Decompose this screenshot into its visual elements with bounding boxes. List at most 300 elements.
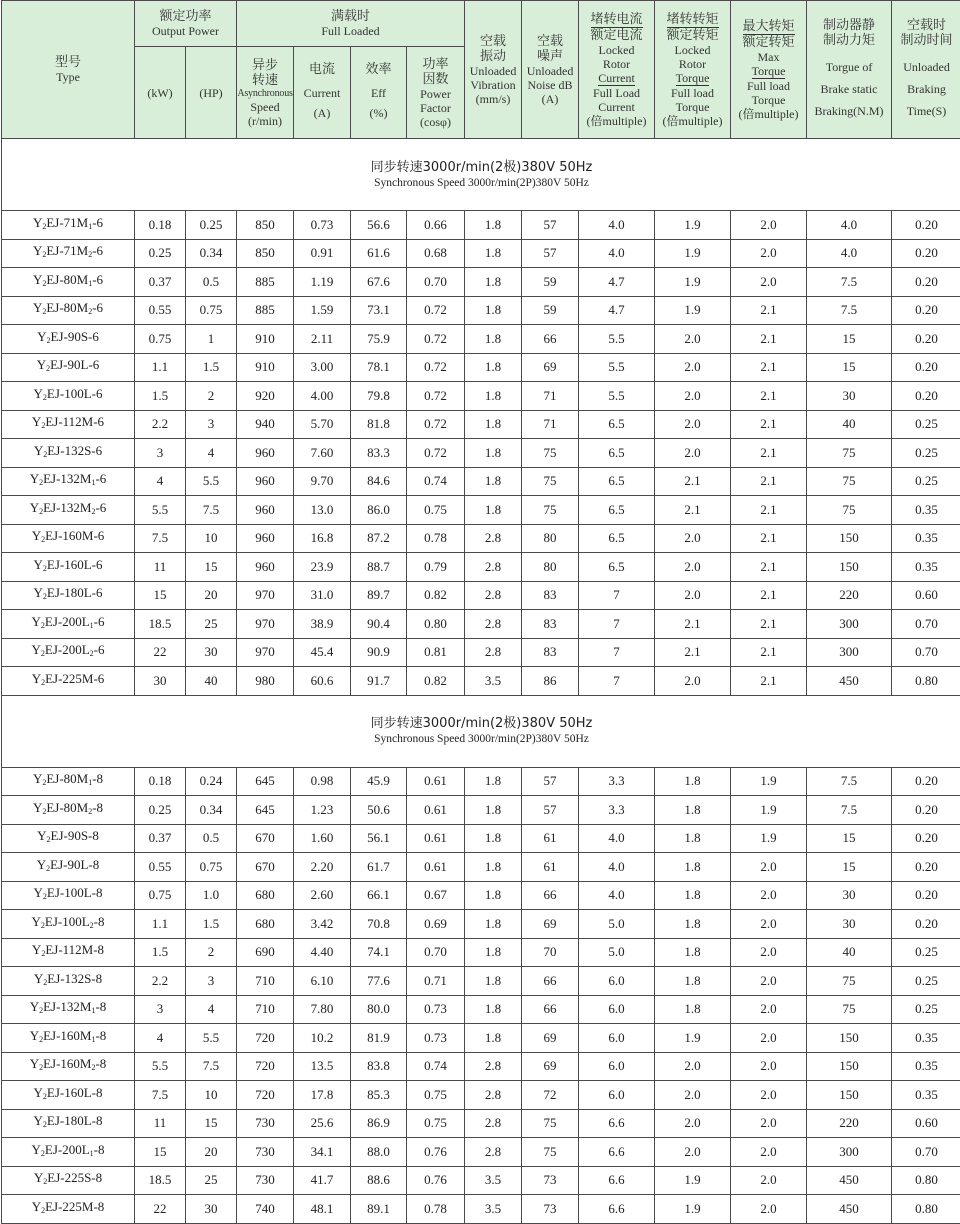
- value-cell: 1.60: [294, 824, 351, 853]
- value-cell: 4: [135, 467, 186, 496]
- value-cell: 4: [135, 1024, 186, 1053]
- value-cell: 2.0: [655, 410, 731, 439]
- value-cell: 1.8: [655, 938, 731, 967]
- value-cell: 300: [807, 638, 892, 667]
- value-cell: 0.25: [186, 211, 237, 240]
- value-cell: 86: [522, 667, 579, 696]
- value-cell: 970: [237, 581, 294, 610]
- table-row: [2, 239, 960, 268]
- value-cell: 2.8: [465, 1081, 522, 1110]
- col-max-torque-header: 最大转矩 额定转矩 Max Torque Full load Torque (倍multiple): [731, 1, 807, 139]
- value-cell: 645: [237, 796, 294, 825]
- value-cell: 0.76: [407, 1166, 465, 1195]
- value-cell: 59: [522, 268, 579, 297]
- value-cell: 15: [807, 853, 892, 882]
- type-cell: $Y_2EJ-80M_2-8$: [2, 796, 135, 825]
- type-cell: $Y_2EJ-200L_2-6$: [2, 638, 135, 667]
- value-cell: 1.8: [465, 496, 522, 525]
- value-cell: 5.5: [579, 325, 655, 354]
- value-cell: 1.8: [465, 995, 522, 1024]
- table-row: [2, 325, 960, 354]
- value-cell: 7.60: [294, 439, 351, 468]
- value-cell: 150: [807, 1081, 892, 1110]
- value-cell: 2.8: [465, 1109, 522, 1138]
- value-cell: 2.1: [731, 467, 807, 496]
- value-cell: 5.5: [579, 353, 655, 382]
- table-row: [2, 553, 960, 582]
- value-cell: 1.5: [135, 938, 186, 967]
- value-cell: 4: [186, 995, 237, 1024]
- value-cell: 7: [579, 667, 655, 696]
- value-cell: 15: [186, 1109, 237, 1138]
- type-cell: $Y_2EJ-160M-6$: [2, 524, 135, 553]
- value-cell: 0.18: [135, 767, 186, 796]
- value-cell: 2.0: [655, 667, 731, 696]
- value-cell: 5.5: [186, 467, 237, 496]
- table-row: [2, 211, 960, 240]
- value-cell: 5.0: [579, 938, 655, 967]
- value-cell: 45.4: [294, 638, 351, 667]
- value-cell: 13.5: [294, 1052, 351, 1081]
- value-cell: 73: [522, 1195, 579, 1224]
- value-cell: 73: [522, 1166, 579, 1195]
- value-cell: 740: [237, 1195, 294, 1224]
- value-cell: 0.5: [186, 824, 237, 853]
- value-cell: 69: [522, 1052, 579, 1081]
- value-cell: 1.8: [465, 239, 522, 268]
- value-cell: 1.19: [294, 268, 351, 297]
- value-cell: 7.5: [807, 296, 892, 325]
- value-cell: 81.9: [351, 1024, 407, 1053]
- table-row: [2, 353, 960, 382]
- value-cell: 2.11: [294, 325, 351, 354]
- value-cell: 2.0: [655, 524, 731, 553]
- value-cell: 6.0: [579, 1081, 655, 1110]
- value-cell: 1.9: [731, 767, 807, 796]
- value-cell: 2.0: [655, 325, 731, 354]
- type-cell: $Y_2EJ-71M_1-6$: [2, 211, 135, 240]
- type-cell: $Y_2EJ-160L-8$: [2, 1081, 135, 1110]
- value-cell: 61.7: [351, 853, 407, 882]
- value-cell: 2.60: [294, 881, 351, 910]
- value-cell: 2.0: [655, 1138, 731, 1167]
- value-cell: 83.8: [351, 1052, 407, 1081]
- value-cell: 69: [522, 353, 579, 382]
- value-cell: 45.9: [351, 767, 407, 796]
- value-cell: 710: [237, 995, 294, 1024]
- value-cell: 2.0: [655, 439, 731, 468]
- value-cell: 66: [522, 995, 579, 1024]
- type-cell: $Y_2EJ-200L_1-8$: [2, 1138, 135, 1167]
- value-cell: 1.8: [655, 995, 731, 1024]
- value-cell: 22: [135, 638, 186, 667]
- value-cell: 1.8: [465, 881, 522, 910]
- value-cell: 0.25: [892, 938, 960, 967]
- value-cell: 75: [522, 1109, 579, 1138]
- value-cell: 22: [135, 1195, 186, 1224]
- value-cell: 2.0: [731, 995, 807, 1024]
- value-cell: 0.75: [186, 853, 237, 882]
- value-cell: 3.42: [294, 910, 351, 939]
- type-cell: $Y_2EJ-225M-6$: [2, 667, 135, 696]
- value-cell: 81.8: [351, 410, 407, 439]
- value-cell: 1.8: [465, 967, 522, 996]
- value-cell: 0.25: [135, 796, 186, 825]
- value-cell: 2.0: [655, 1081, 731, 1110]
- value-cell: 1.8: [655, 910, 731, 939]
- value-cell: 0.37: [135, 824, 186, 853]
- value-cell: 6.0: [579, 1052, 655, 1081]
- value-cell: 4.40: [294, 938, 351, 967]
- value-cell: 7: [579, 610, 655, 639]
- table-row: [2, 967, 960, 996]
- value-cell: 3.5: [465, 1166, 522, 1195]
- type-cell: $Y_2EJ-132S-6$: [2, 439, 135, 468]
- table-row: [2, 268, 960, 297]
- value-cell: 910: [237, 353, 294, 382]
- value-cell: 2.0: [731, 881, 807, 910]
- value-cell: 0.82: [407, 667, 465, 696]
- table-row: [2, 853, 960, 882]
- value-cell: 6.6: [579, 1109, 655, 1138]
- value-cell: 2.1: [655, 467, 731, 496]
- value-cell: 0.20: [892, 824, 960, 853]
- value-cell: 16.8: [294, 524, 351, 553]
- value-cell: 1.8: [465, 410, 522, 439]
- value-cell: 1.8: [465, 767, 522, 796]
- value-cell: 10: [186, 1081, 237, 1110]
- table-row: [2, 439, 960, 468]
- type-cell: $Y_2EJ-180L-8$: [2, 1109, 135, 1138]
- value-cell: 2.0: [731, 1024, 807, 1053]
- value-cell: 5.5: [186, 1024, 237, 1053]
- value-cell: 920: [237, 382, 294, 411]
- value-cell: 1.9: [655, 211, 731, 240]
- value-cell: 0.20: [892, 881, 960, 910]
- value-cell: 3.3: [579, 796, 655, 825]
- value-cell: 2.8: [465, 1052, 522, 1081]
- value-cell: 75: [522, 439, 579, 468]
- value-cell: 23.9: [294, 553, 351, 582]
- type-cell: $Y_2EJ-100L-6$: [2, 382, 135, 411]
- type-cell: $Y_2EJ-200L_1-6$: [2, 610, 135, 639]
- value-cell: 0.5: [186, 268, 237, 297]
- type-cell: $Y_2EJ-90S-6$: [2, 325, 135, 354]
- value-cell: 20: [186, 1138, 237, 1167]
- type-cell: $Y_2EJ-112M-6$: [2, 410, 135, 439]
- value-cell: 720: [237, 1024, 294, 1053]
- value-cell: 7.5: [135, 1081, 186, 1110]
- value-cell: 31.0: [294, 581, 351, 610]
- value-cell: 69: [522, 1024, 579, 1053]
- value-cell: 730: [237, 1109, 294, 1138]
- value-cell: 69: [522, 910, 579, 939]
- value-cell: 7.80: [294, 995, 351, 1024]
- col-type-header: 型号 Type: [2, 1, 135, 139]
- value-cell: 0.25: [135, 239, 186, 268]
- value-cell: 61: [522, 824, 579, 853]
- value-cell: 7.5: [807, 767, 892, 796]
- value-cell: 1.8: [655, 853, 731, 882]
- value-cell: 5.5: [135, 496, 186, 525]
- value-cell: 88.0: [351, 1138, 407, 1167]
- value-cell: 0.80: [892, 667, 960, 696]
- value-cell: 2.2: [135, 967, 186, 996]
- value-cell: 7.5: [186, 496, 237, 525]
- value-cell: 30: [807, 382, 892, 411]
- value-cell: 2.8: [465, 1138, 522, 1167]
- value-cell: 0.24: [186, 767, 237, 796]
- value-cell: 0.82: [407, 581, 465, 610]
- value-cell: 2.0: [655, 581, 731, 610]
- table-row: [2, 382, 960, 411]
- value-cell: 0.81: [407, 638, 465, 667]
- value-cell: 0.80: [407, 610, 465, 639]
- value-cell: 300: [807, 1138, 892, 1167]
- value-cell: 4.0: [579, 239, 655, 268]
- value-cell: 1.8: [465, 824, 522, 853]
- value-cell: 0.68: [407, 239, 465, 268]
- section-title: [2, 695, 960, 767]
- value-cell: 18.5: [135, 610, 186, 639]
- table-row: [2, 467, 960, 496]
- value-cell: 59: [522, 296, 579, 325]
- value-cell: 1.5: [135, 382, 186, 411]
- value-cell: 0.78: [407, 524, 465, 553]
- type-cell: $Y_2EJ-90L-8$: [2, 853, 135, 882]
- col-speed-header: 异步 转速 Asynchronous Speed (r/min): [237, 47, 294, 139]
- value-cell: 6.0: [579, 1024, 655, 1053]
- value-cell: 0.20: [892, 268, 960, 297]
- value-cell: 0.70: [407, 268, 465, 297]
- value-cell: 670: [237, 824, 294, 853]
- value-cell: 6.6: [579, 1138, 655, 1167]
- value-cell: 1.8: [465, 938, 522, 967]
- value-cell: 30: [186, 1195, 237, 1224]
- value-cell: 0.72: [407, 410, 465, 439]
- table-row: [2, 824, 960, 853]
- type-cell: $Y_2EJ-160M_1-8$: [2, 1024, 135, 1053]
- value-cell: 1.1: [135, 910, 186, 939]
- value-cell: 1.8: [465, 910, 522, 939]
- value-cell: 75: [807, 967, 892, 996]
- value-cell: 940: [237, 410, 294, 439]
- value-cell: 1.8: [465, 853, 522, 882]
- value-cell: 970: [237, 610, 294, 639]
- value-cell: 88.6: [351, 1166, 407, 1195]
- table-row: [2, 496, 960, 525]
- value-cell: 4.0: [579, 853, 655, 882]
- value-cell: 0.20: [892, 767, 960, 796]
- value-cell: 2.1: [731, 296, 807, 325]
- value-cell: 1.8: [465, 796, 522, 825]
- value-cell: 720: [237, 1052, 294, 1081]
- value-cell: 2.1: [731, 439, 807, 468]
- value-cell: 40: [807, 938, 892, 967]
- value-cell: 2.1: [731, 667, 807, 696]
- value-cell: 0.20: [892, 211, 960, 240]
- value-cell: 0.75: [407, 496, 465, 525]
- value-cell: 70: [522, 938, 579, 967]
- value-cell: 680: [237, 910, 294, 939]
- table-row: [2, 1052, 960, 1081]
- value-cell: 1.8: [465, 439, 522, 468]
- value-cell: 1.8: [465, 211, 522, 240]
- type-cell: $Y_2EJ-90L-6$: [2, 353, 135, 382]
- value-cell: 1.9: [655, 296, 731, 325]
- value-cell: 83: [522, 581, 579, 610]
- value-cell: 2.0: [731, 938, 807, 967]
- value-cell: 0.20: [892, 325, 960, 354]
- value-cell: 960: [237, 496, 294, 525]
- value-cell: 4.0: [579, 211, 655, 240]
- value-cell: 1.8: [465, 382, 522, 411]
- value-cell: 34.1: [294, 1138, 351, 1167]
- type-cell: $Y_2EJ-100L_2-8$: [2, 910, 135, 939]
- value-cell: 7: [579, 638, 655, 667]
- value-cell: 450: [807, 1166, 892, 1195]
- value-cell: 0.70: [892, 1138, 960, 1167]
- value-cell: 0.55: [135, 296, 186, 325]
- value-cell: 0.20: [892, 239, 960, 268]
- value-cell: 0.72: [407, 353, 465, 382]
- value-cell: 15: [807, 824, 892, 853]
- value-cell: 150: [807, 524, 892, 553]
- value-cell: 1.8: [465, 325, 522, 354]
- value-cell: 80: [522, 524, 579, 553]
- table-header: [2, 1, 960, 139]
- value-cell: 83.3: [351, 439, 407, 468]
- value-cell: 2.1: [655, 638, 731, 667]
- table-row: [2, 910, 960, 939]
- value-cell: 38.9: [294, 610, 351, 639]
- value-cell: 0.20: [892, 796, 960, 825]
- value-cell: 30: [186, 638, 237, 667]
- table-row: [2, 581, 960, 610]
- value-cell: 960: [237, 439, 294, 468]
- value-cell: 2.0: [731, 967, 807, 996]
- value-cell: 720: [237, 1081, 294, 1110]
- col-braking-time-header: 空载时 制动时间 Unloaded Braking Time(S): [892, 1, 960, 139]
- value-cell: 1.9: [655, 239, 731, 268]
- value-cell: 56.1: [351, 824, 407, 853]
- value-cell: 0.80: [892, 1166, 960, 1195]
- value-cell: 2.1: [655, 496, 731, 525]
- value-cell: 2: [186, 382, 237, 411]
- value-cell: 4.7: [579, 268, 655, 297]
- value-cell: 78.1: [351, 353, 407, 382]
- value-cell: 4.00: [294, 382, 351, 411]
- value-cell: 220: [807, 581, 892, 610]
- value-cell: 1.9: [655, 268, 731, 297]
- value-cell: 77.6: [351, 967, 407, 996]
- value-cell: 66: [522, 881, 579, 910]
- value-cell: 220: [807, 1109, 892, 1138]
- col-current-header: 电流 Current (A): [294, 47, 351, 139]
- value-cell: 2.0: [731, 853, 807, 882]
- table-row: [2, 881, 960, 910]
- value-cell: 79.8: [351, 382, 407, 411]
- value-cell: 0.69: [407, 910, 465, 939]
- col-locked-rotor-torque-header: 堵转转矩 额定转矩 Locked Rotor Torque Full load Torque (倍multiple): [655, 1, 731, 139]
- value-cell: 5.70: [294, 410, 351, 439]
- value-cell: 83: [522, 638, 579, 667]
- section-header: [2, 139, 960, 211]
- value-cell: 0.35: [892, 1081, 960, 1110]
- value-cell: 0.35: [892, 1052, 960, 1081]
- value-cell: 0.72: [407, 382, 465, 411]
- value-cell: 1.8: [465, 296, 522, 325]
- value-cell: 0.20: [892, 296, 960, 325]
- value-cell: 25.6: [294, 1109, 351, 1138]
- value-cell: 6.10: [294, 967, 351, 996]
- value-cell: 0.35: [892, 496, 960, 525]
- value-cell: 2: [186, 938, 237, 967]
- value-cell: 0.98: [294, 767, 351, 796]
- value-cell: 0.74: [407, 1052, 465, 1081]
- value-cell: 6.5: [579, 439, 655, 468]
- table-row: [2, 1166, 960, 1195]
- value-cell: 6.5: [579, 410, 655, 439]
- value-cell: 0.60: [892, 1109, 960, 1138]
- type-cell: $Y_2EJ-71M_2-6$: [2, 239, 135, 268]
- table-row: [2, 410, 960, 439]
- value-cell: 1: [186, 325, 237, 354]
- value-cell: 1.9: [655, 1024, 731, 1053]
- value-cell: 0.25: [892, 410, 960, 439]
- value-cell: 86.9: [351, 1109, 407, 1138]
- value-cell: 2.1: [731, 553, 807, 582]
- value-cell: 7.5: [186, 1052, 237, 1081]
- value-cell: 61.6: [351, 239, 407, 268]
- value-cell: 6.5: [579, 553, 655, 582]
- value-cell: 0.35: [892, 524, 960, 553]
- value-cell: 6.5: [579, 496, 655, 525]
- value-cell: 2.0: [731, 239, 807, 268]
- value-cell: 1.0: [186, 881, 237, 910]
- value-cell: 88.7: [351, 553, 407, 582]
- col-eff-header: 效率 Eff (%): [351, 47, 407, 139]
- value-cell: 0.20: [892, 853, 960, 882]
- type-cell: $Y_2EJ-160L-6$: [2, 553, 135, 582]
- value-cell: 2.8: [465, 524, 522, 553]
- value-cell: 67.6: [351, 268, 407, 297]
- value-cell: 0.73: [294, 211, 351, 240]
- value-cell: 25: [186, 1166, 237, 1195]
- value-cell: 850: [237, 211, 294, 240]
- value-cell: 57: [522, 796, 579, 825]
- type-cell: $Y_2EJ-160M_2-8$: [2, 1052, 135, 1081]
- value-cell: 1.8: [655, 796, 731, 825]
- value-cell: 5.5: [579, 382, 655, 411]
- value-cell: 10.2: [294, 1024, 351, 1053]
- value-cell: 5.0: [579, 910, 655, 939]
- value-cell: 2.1: [731, 581, 807, 610]
- value-cell: 1.23: [294, 796, 351, 825]
- value-cell: 15: [807, 325, 892, 354]
- section-title-cn: 同步转速3000r/min(2极)380V 50Hz: [2, 715, 960, 732]
- value-cell: 0.79: [407, 553, 465, 582]
- value-cell: 75: [807, 439, 892, 468]
- value-cell: 20: [186, 581, 237, 610]
- value-cell: 2.0: [655, 553, 731, 582]
- value-cell: 18.5: [135, 1166, 186, 1195]
- value-cell: 6.6: [579, 1195, 655, 1224]
- table-row: [2, 1109, 960, 1138]
- value-cell: 680: [237, 881, 294, 910]
- motor-spec-table: [1, 0, 960, 1224]
- value-cell: 75: [807, 467, 892, 496]
